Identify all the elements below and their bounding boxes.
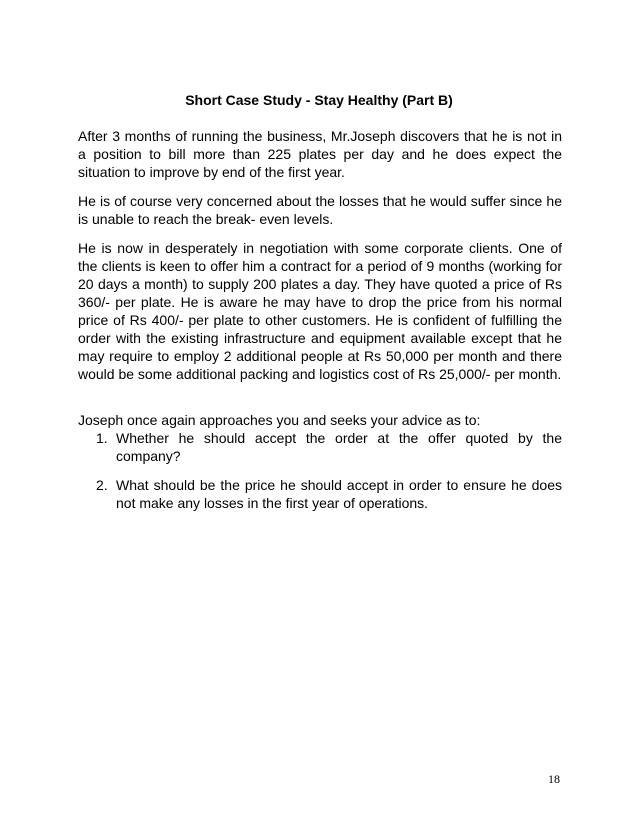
question-list bbox=[96, 429, 562, 512]
paragraph-3: He is now in desperately in negotiation with some corporate clients. One of the clients is keen to offer him a contract for a period of 9 months (working for 20 days a month) to supply 200 plates a day. They have quoted a price of Rs 360/- per plate. He is aware he may have to drop the price from his normal price of Rs 400/- per plate to other customers. He is confident of fulfilling the order with the existing infrastructure and equipment available except that he may require to employ 2 additional people at Rs 50,000 per month and there would be some additional packing and logistics cost of Rs 25,000/- per month. bbox=[78, 240, 562, 382]
document-title: Short Case Study - Stay Healthy (Part B) bbox=[185, 92, 453, 108]
question-number-2: 2. bbox=[96, 477, 108, 493]
question-number-1: 1. bbox=[96, 430, 108, 446]
question-item-1 bbox=[96, 429, 562, 465]
page-number: 18 bbox=[548, 772, 560, 786]
paragraph-2: He is of course very concerned about the losses that he would suffer since he is unable to reach the break- even levels. bbox=[78, 193, 562, 227]
question-item-2 bbox=[96, 476, 562, 512]
question-text-2: What should be the price he should accept in order to ensure he does not make any losses in the first year of operations. bbox=[116, 477, 562, 511]
paragraph-4: Joseph once again approaches you and seeks your advice as to: bbox=[78, 412, 481, 428]
paragraph-1: After 3 months of running the business, Mr.Joseph discovers that he is not in a position to bill more than 225 plates per day and he does expect the situation to improve by end of the first year. bbox=[78, 128, 562, 180]
question-text-1: Whether he should accept the order at the offer quoted by the company? bbox=[116, 430, 562, 464]
